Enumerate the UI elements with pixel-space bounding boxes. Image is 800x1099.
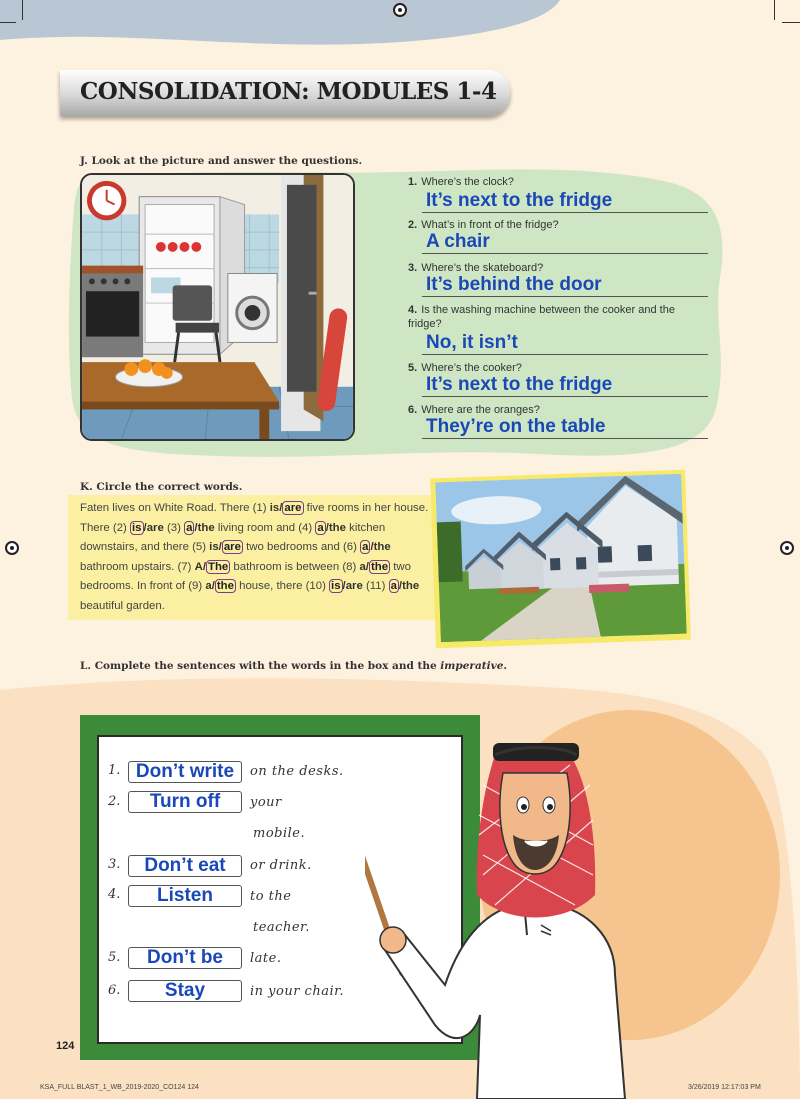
sentence-text-2: your [250,795,282,810]
kitchen-illustration [80,173,355,441]
sentence-number-2: 2. [108,794,121,809]
section-j-heading: J. Look at the picture and answer the questions. [80,155,363,167]
sentence-number-5: 5. [108,950,121,965]
answer-6[interactable]: They’re on the table [422,416,708,439]
sentence-number-3: 3. [108,857,121,872]
registration-mark-right [780,541,794,555]
answer-4[interactable]: No, it isn’t [422,332,708,355]
sentence-text-2b: mobile. [253,826,306,841]
option-8b-circled[interactable]: the [370,560,389,573]
answer-box-2[interactable]: Turn off [128,791,242,813]
section-l-heading: L. Complete the sentences with the words in the box and the imperative. [80,660,508,672]
sentence-text-4: to the [250,889,292,904]
sentence-number-1: 1. [108,763,121,778]
answer-box-5[interactable]: Don’t be [128,947,242,969]
option-7b-circled[interactable]: The [208,560,229,573]
option-11b[interactable]: the [402,580,420,593]
print-footer-left: KSA_FULL BLAST_1_WB_2019-2020_CO124 124 [40,1084,199,1091]
option-4b[interactable]: the [328,521,346,534]
option-10b[interactable]: are [345,580,363,593]
answer-box-4[interactable]: Listen [128,885,242,907]
answer-5[interactable]: It’s next to the fridge [422,374,708,397]
question-6: 6. Where are the oranges? [408,404,540,416]
option-10a-circled[interactable]: is [331,580,341,593]
registration-mark-top [393,3,407,17]
crop-mark [774,0,775,20]
option-8a[interactable]: a [359,560,366,573]
houses-photo [435,474,686,642]
section-k-heading: K. Circle the correct words. [80,481,243,493]
answer-box-1[interactable]: Don’t write [128,761,242,783]
option-5b-circled[interactable]: are [223,541,241,554]
question-4: 4. Is the washing machine between the cooker and the fridge? [408,304,675,330]
question-5: 5. Where’s the cooker? [408,362,522,374]
option-1b-circled[interactable]: are [284,502,302,514]
option-6a-circled[interactable]: a [362,541,369,554]
sentence-text-4b: teacher. [253,920,310,935]
teacher-illustration [365,725,665,1099]
crop-mark [0,22,16,23]
crop-mark [782,22,800,23]
sentence-number-6: 6. [108,983,121,998]
question-1: 1. Where’s the clock? [408,176,514,188]
sentence-text-5: late. [250,951,282,966]
question-3: 3. Where’s the skateboard? [408,262,544,274]
section-k-paragraph: Faten lives on White Road. There (1) is/ are five rooms in her house. There (2) is /are (3) a /the living room and (4) a /the kitchen downstairs, and there (5) is/ are two bedrooms and (6) a /the bathroom upstairs. (7) A/ The bathroom is between (8) a/ the two bedrooms. In front of (9) a/ the house, there (10) is /are (11) a /the beautiful garden. [80,502,429,612]
page-number: 124 [56,1040,75,1052]
option-6b[interactable]: the [373,541,391,554]
option-9a[interactable]: a [205,580,212,593]
option-11a-circled[interactable]: a [390,580,397,593]
answer-box-6[interactable]: Stay [128,980,242,1002]
option-9b-circled[interactable]: the [216,580,234,593]
sentence-text-1: on the desks. [250,764,344,779]
option-2b[interactable]: are [146,521,164,534]
answer-2[interactable]: A chair [422,231,708,254]
print-footer-right: 3/26/2019 12:17:03 PM [688,1084,761,1091]
question-2: 2. What’s in front of the fridge? [408,219,559,231]
option-3b[interactable]: the [197,521,215,534]
answer-1[interactable]: It’s next to the fridge [422,190,708,213]
crop-mark [22,0,23,20]
option-5a[interactable]: is [209,541,219,554]
option-2a-circled[interactable]: is [132,521,142,534]
sentence-text-6: in your chair. [250,984,345,999]
page-title: CONSOLIDATION: MODULES 1-4 [80,78,497,105]
option-4a-circled[interactable]: a [317,521,324,534]
answer-3[interactable]: It’s behind the door [422,274,708,297]
sentence-text-3: or drink. [250,858,312,873]
sentence-number-4: 4. [108,887,121,902]
answer-box-3[interactable]: Don’t eat [128,855,242,877]
option-7a[interactable]: A [194,560,203,573]
registration-mark-left [5,541,19,555]
option-3a-circled[interactable]: a [186,521,193,534]
option-1a[interactable]: is [269,502,280,514]
